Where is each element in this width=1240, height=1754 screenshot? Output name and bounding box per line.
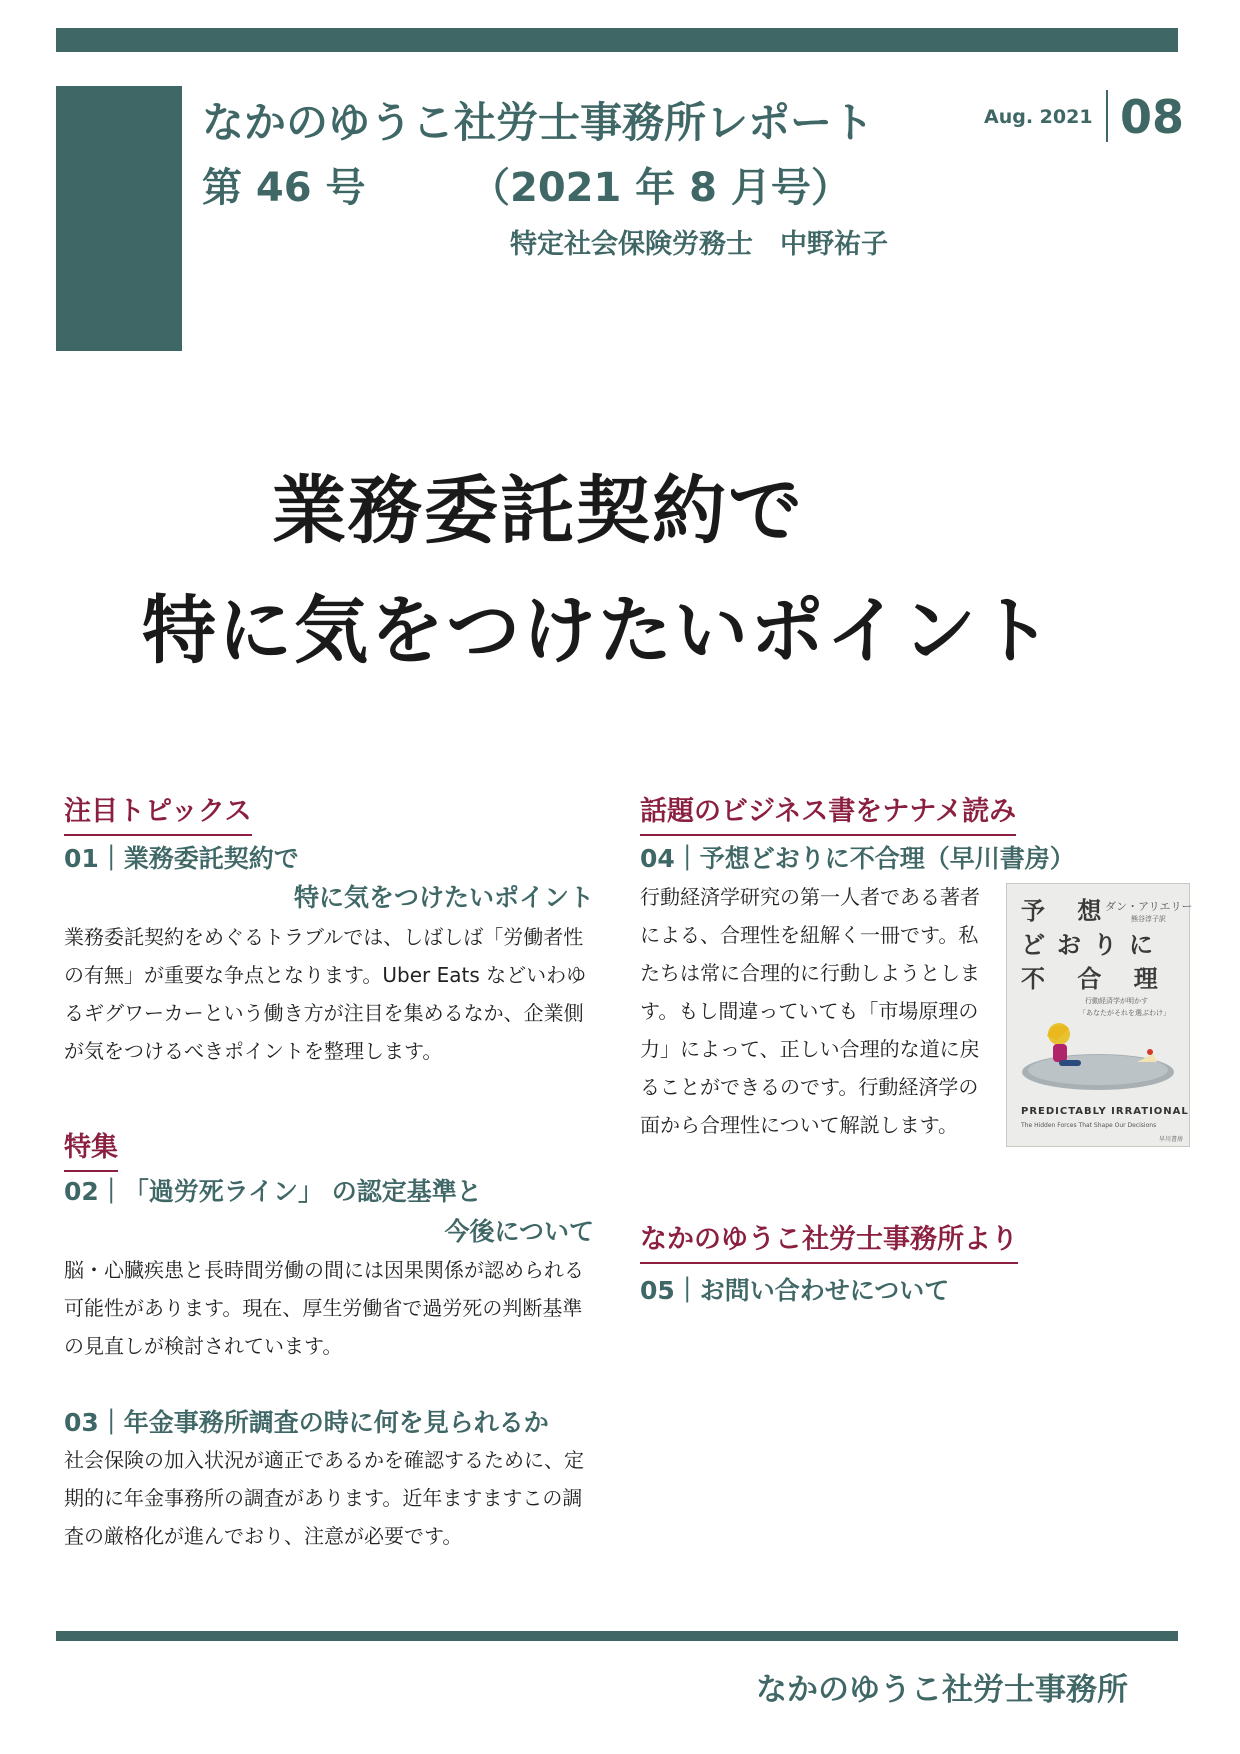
month-number: 08 [1120, 90, 1185, 144]
book-cover-title: 予 想 どおりに 不 合 理 [1021, 897, 1170, 993]
headline-line1: 業務委託契約で [272, 468, 804, 554]
bottom-accent-bar [56, 1631, 1178, 1641]
month-divider [1106, 90, 1108, 142]
item-01-title-continued[interactable]: 特に気をつけたいポイント [293, 883, 594, 912]
item-02-title[interactable]: 02｜「過労死ライン」 の認定基準と [64, 1177, 482, 1206]
item-01-title[interactable]: 01｜業務委託契約で [64, 844, 299, 873]
item-03-title[interactable]: 03｜年金事務所調査の時に何を見られるか [64, 1408, 549, 1437]
section-heading-feature: 特集 [64, 1125, 118, 1172]
issue-number: 第 46 号 [202, 165, 366, 211]
month-label: Aug. 2021 [984, 106, 1093, 128]
section-heading-books: 話題のビジネス書をナナメ読み [640, 789, 1016, 836]
book-cover [1006, 883, 1193, 1147]
section-heading-topics: 注目トピックス [64, 789, 252, 836]
item-04-title[interactable]: 04｜予想どおりに不合理（早川書房） [640, 844, 1075, 873]
top-accent-bar [56, 28, 1178, 52]
book-cover-english-title: PREDICTABLY IRRATIONAL [1021, 1106, 1189, 1117]
headline-line2: 特に気をつけたいポイント [142, 588, 1054, 674]
header-accent-block [56, 86, 182, 351]
book-cover-subtitle1: 行動経済学が明かす [1085, 997, 1148, 1005]
book-cover-translator: 熊谷淳子訳 [1131, 915, 1166, 923]
book-cover-publisher: 早川書房 [1159, 1136, 1184, 1143]
item-02-title-continued[interactable]: 今後について [444, 1217, 594, 1246]
author-name: 特定社会保険労務士 中野祐子 [510, 229, 888, 260]
book-cover-english-subtitle: The Hidden Forces That Shape Our Decisions [1021, 1122, 1157, 1129]
item-02-body: 脳・心臓疾患と長時間労働の間には因果関係が認められる可能性があります。現在、厚生労働省で過労死の判断基準の見直しが検討されています。 [64, 1258, 584, 1358]
issue-date: （2021 年 8 月号） [470, 165, 851, 211]
item-01-body: 業務委託契約をめぐるトラブルでは、しばしば「労働者性の有無」が重要な争点となります。Uber Eats などいわゆるギグワーカーという働き方が注目を集めるなか、企業側が気をつけるべきポイントを整理します。 [64, 925, 587, 1063]
book-cover-author: ダン・アリエリー [1105, 900, 1193, 913]
item-04-body: 行動経済学研究の第一人者である著者による、合理性を紐解く一冊です。私たちは常に合理的に行動しようとします。もし間違っていても「市場原理の力」によって、正しい合理的な道に戻ることができるのです。行動経済学の面から合理性について解説します。 [640, 885, 980, 1137]
book-cover-illustration [1017, 1014, 1179, 1098]
item-05-title[interactable]: 05｜お問い合わせについて [640, 1276, 950, 1305]
report-title: なかのゆうこ社労士事務所レポート [202, 98, 875, 147]
footer-office-name: なかのゆうこ社労士事務所 [756, 1672, 1128, 1708]
book-cover-subtitle2: 「あなたがそれを選ぶわけ」 [1079, 1009, 1170, 1017]
item-03-body: 社会保険の加入状況が適正であるかを確認するために、定期的に年金事務所の調査があります。近年ますますこの調査の厳格化が進んでおり、注意が必要です。 [64, 1448, 584, 1548]
section-heading-office: なかのゆうこ社労士事務所より [640, 1217, 1018, 1264]
